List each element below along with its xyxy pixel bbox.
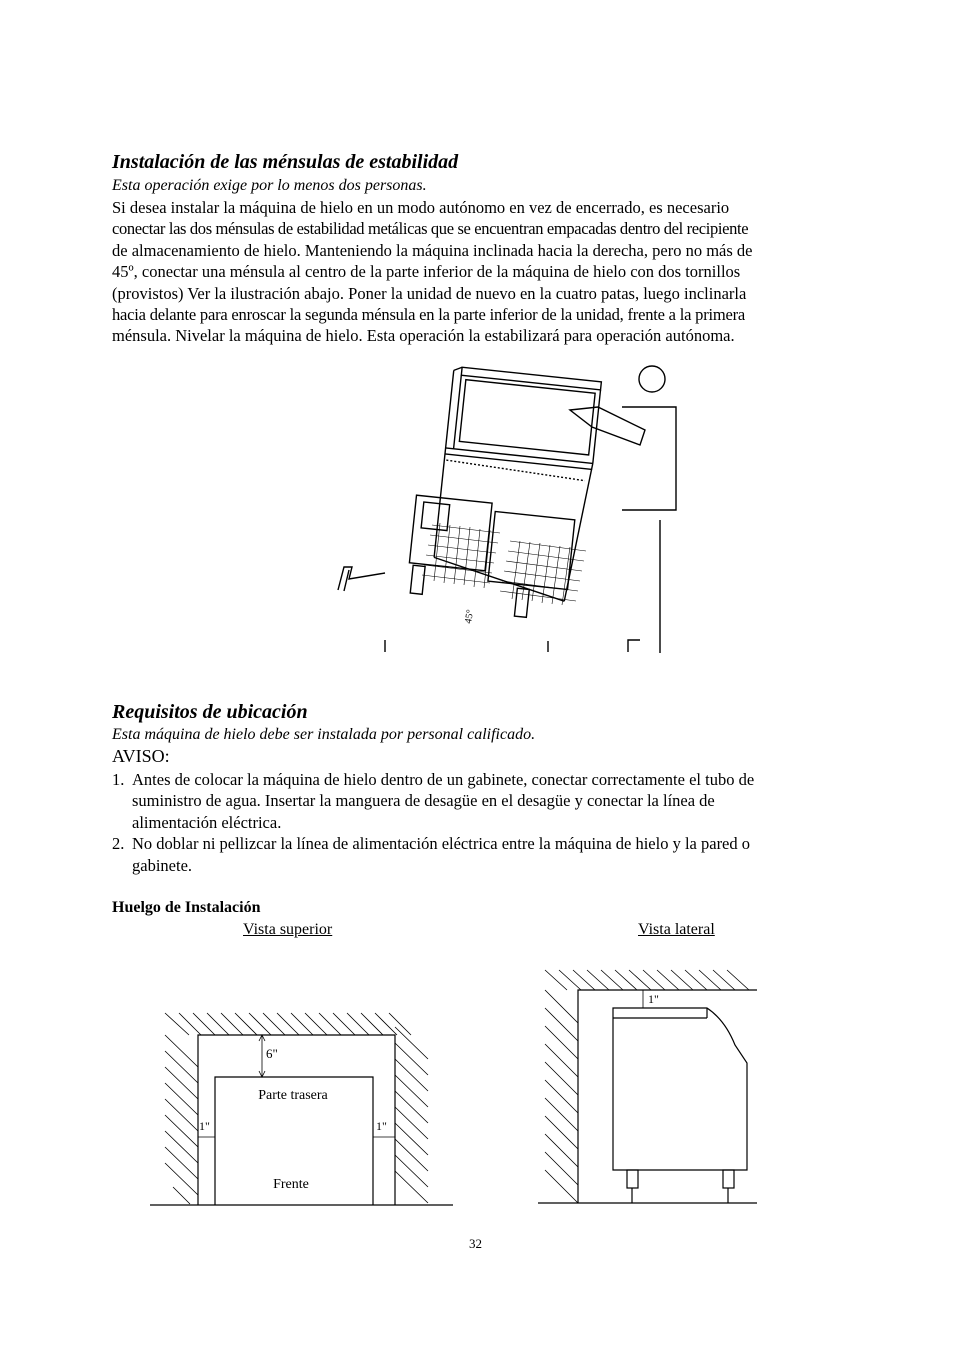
- angle-label: 45°: [462, 608, 477, 625]
- bracket-installation-illustration: [330, 355, 690, 660]
- back-gap-label: 6": [266, 1046, 278, 1061]
- paragraph-line: de almacenamiento de hielo. Manteniendo la máquina inclinada hacia la derecha, pero no más de: [112, 240, 753, 260]
- list-number: 2.: [112, 834, 125, 854]
- side-view-diagram: [535, 965, 760, 1210]
- list-item: [112, 833, 842, 876]
- paragraph-line: hacia delante para enroscar la segunda ménsula en la parte inferior de la unidad, frente a la primera: [112, 305, 746, 325]
- top-view-title: Vista superior: [243, 921, 333, 938]
- list-item: [112, 769, 842, 833]
- list-line: gabinete.: [132, 855, 193, 875]
- section-title-location: Requisitos de ubicación: [112, 701, 308, 723]
- paragraph-line: 45º, conectar una ménsula al centro de la parte inferior de la máquina de hielo con dos tornillos: [112, 262, 741, 282]
- list-line: No doblar ni pellizcar la línea de alimentación eléctrica entre la máquina de hielo y la pared o: [132, 834, 751, 854]
- clearance-heading: Huelgo de Instalación: [112, 899, 261, 916]
- requirements-list: [112, 769, 842, 876]
- paragraph-line: conectar las dos ménsulas de estabilidad metálicas que se encuentran empacadas dentro del recipiente: [112, 219, 749, 239]
- top-gap-label: 1": [648, 992, 659, 1006]
- paragraph-line: (provistos) Ver la ilustración abajo. Poner la unidad de nuevo en la cuatro patas, luego inclinarla: [112, 283, 747, 303]
- right-gap-label: 1": [376, 1119, 387, 1133]
- section-subtitle-location: Esta máquina de hielo debe ser instalada por personal calificado.: [112, 726, 536, 743]
- page-number: 32: [469, 1236, 482, 1251]
- paragraph-line: Si desea instalar la máquina de hielo en un modo autónomo en vez de encerrado, es necesario: [112, 198, 730, 217]
- list-line: Antes de colocar la máquina de hielo dentro de un gabinete, conectar correctamente el tubo de: [132, 770, 755, 789]
- list-line: alimentación eléctrica.: [132, 812, 282, 832]
- left-gap-label: 1": [199, 1119, 210, 1133]
- list-line: suministro de agua. Insertar la manguera de desagüe en el desagüe y conectar la línea de: [132, 791, 715, 811]
- section-subtitle-stability: Esta operación exige por lo menos dos personas.: [112, 177, 427, 194]
- list-number: 1.: [112, 770, 125, 789]
- section-title-stability: Instalación de las ménsulas de estabilidad: [112, 151, 459, 173]
- paragraph-line: ménsula. Nivelar la máquina de hielo. Esta operación la estabilizará para operación autónoma.: [112, 326, 735, 346]
- aviso-label: AVISO:: [112, 746, 170, 766]
- side-view-title: Vista lateral: [638, 921, 715, 938]
- top-view-diagram: [145, 1005, 460, 1210]
- front-label: Frente: [273, 1177, 309, 1192]
- back-label: Parte trasera: [258, 1088, 328, 1103]
- stability-paragraph: [112, 197, 752, 347]
